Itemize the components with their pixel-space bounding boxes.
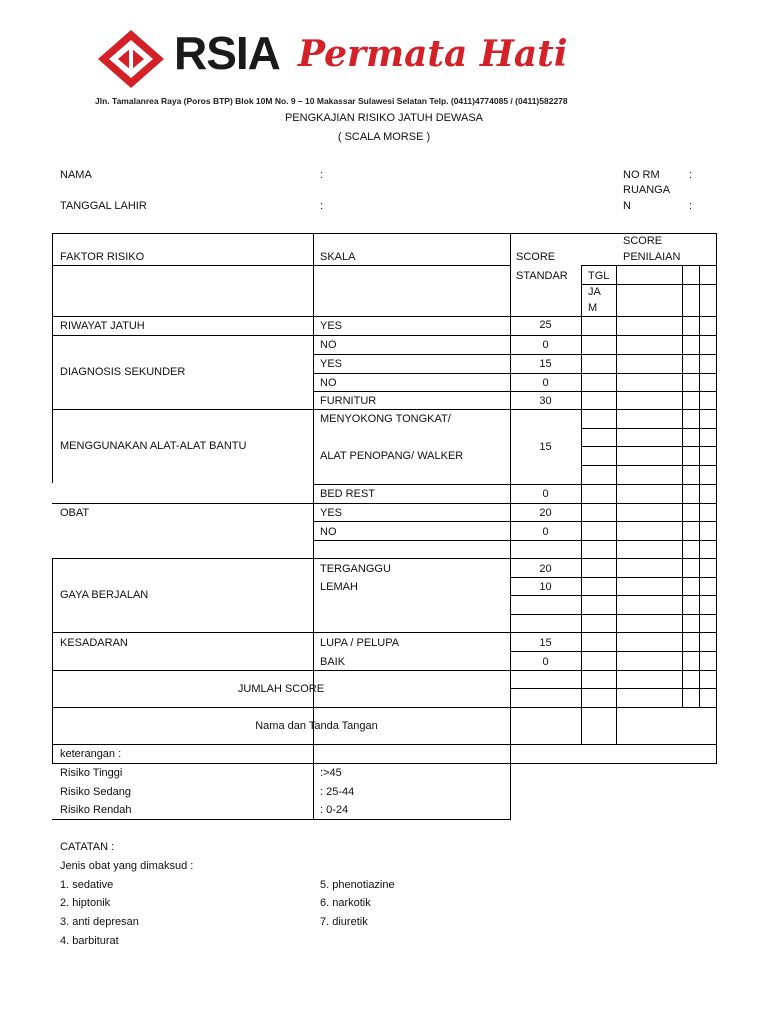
jumlah-score-label: JUMLAH SCORE xyxy=(237,683,325,695)
brand-name: RSIA xyxy=(174,27,280,79)
skala-item: NO xyxy=(320,339,337,351)
col-header-standar: STANDAR xyxy=(516,270,568,282)
obat-list-item: 3. anti depresan xyxy=(60,916,139,928)
score-value: 15 xyxy=(539,637,552,649)
ruangan-colon: : xyxy=(689,200,693,212)
skala-item: YES xyxy=(320,358,343,370)
faktor-diagnosis-sekunder: DIAGNOSIS SEKUNDER xyxy=(60,366,186,378)
obat-list-item: 5. phenotiazine xyxy=(320,879,395,891)
skala-item: FURNITUR xyxy=(320,395,377,407)
score-value: 0 xyxy=(542,526,549,538)
form-title: PENGKAJIAN RISIKO JATUH DEWASA xyxy=(284,112,484,124)
no-rm-colon: : xyxy=(689,169,693,181)
skala-item: YES xyxy=(320,320,343,332)
faktor-riwayat-jatuh: RIWAYAT JATUH xyxy=(60,320,145,332)
score-value: 25 xyxy=(539,319,552,331)
hospital-address: Jln. Tamalanrea Raya (Poros BTP) Blok 10M No. 9 – 10 Makassar Sulawesi Selatan Telp. (0411)4774085 / (0411)582278 xyxy=(95,96,568,106)
col-header-jam: JA xyxy=(588,286,601,298)
tanggal-lahir-label: TANGGAL LAHIR xyxy=(60,200,147,212)
catatan-title: CATATAN : xyxy=(60,841,115,853)
ruangan-label: RUANGA xyxy=(623,184,671,196)
risiko-rendah-value: : 0-24 xyxy=(320,804,349,816)
tanda-tangan-label: Nama dan Tanda Tangan xyxy=(255,720,378,732)
risiko-sedang-value: : 25-44 xyxy=(320,786,355,798)
form-subtitle: ( SCALA MORSE ) xyxy=(337,131,431,143)
skala-item: YES xyxy=(320,507,343,519)
col-header-jam-cont: M xyxy=(588,302,598,314)
col-header-penilaian: PENILAIAN xyxy=(623,251,681,263)
faktor-kesadaran: KESADARAN xyxy=(60,637,128,649)
obat-list-item: 2. hiptonik xyxy=(60,897,111,909)
obat-list-item: 7. diuretik xyxy=(320,916,368,928)
brand-subtitle: Permata Hati xyxy=(298,33,568,75)
skala-item: MENYOKONG TONGKAT/ xyxy=(320,413,451,425)
skala-item: ALAT PENOPANG/ WALKER xyxy=(320,450,464,462)
ruangan-label-cont: N xyxy=(623,200,631,212)
score-value: 10 xyxy=(539,581,552,593)
no-rm-label: NO RM xyxy=(623,169,660,181)
score-value: 15 xyxy=(539,358,552,370)
skala-item: LEMAH xyxy=(320,581,358,593)
skala-item: BED REST xyxy=(320,488,376,500)
col-header-skala: SKALA xyxy=(320,251,356,263)
obat-list-item: 1. sedative xyxy=(60,879,114,891)
skala-item: NO xyxy=(320,377,337,389)
col-header-faktor: FAKTOR RISIKO xyxy=(60,251,145,263)
obat-list-item: 6. narkotik xyxy=(320,897,371,909)
skala-item: BAIK xyxy=(320,656,346,668)
score-value: 30 xyxy=(539,395,552,407)
faktor-gaya-berjalan: GAYA BERJALAN xyxy=(60,589,149,601)
score-value: 20 xyxy=(539,507,552,519)
col-header-score: SCORE xyxy=(516,251,556,263)
faktor-obat: OBAT xyxy=(60,507,90,519)
score-value: 20 xyxy=(539,563,552,575)
risiko-tinggi-value: :>45 xyxy=(320,767,342,779)
keterangan-title: keterangan : xyxy=(60,748,122,760)
score-value: 0 xyxy=(542,339,549,351)
faktor-alat-bantu: MENGGUNAKAN ALAT-ALAT BANTU xyxy=(60,440,247,452)
col-header-score-penilaian: SCORE xyxy=(623,235,663,247)
risiko-sedang-label: Risiko Sedang xyxy=(60,786,131,798)
score-value: 0 xyxy=(542,488,549,500)
skala-item: NO xyxy=(320,526,337,538)
skala-item: LUPA / PELUPA xyxy=(320,637,400,649)
skala-item: TERGANGGU xyxy=(320,563,391,575)
nama-label: NAMA xyxy=(60,169,92,181)
score-value: 15 xyxy=(539,441,552,453)
score-value: 0 xyxy=(542,377,549,389)
tanggal-lahir-colon: : xyxy=(320,200,324,212)
col-header-tgl: TGL xyxy=(588,270,610,282)
catatan-subtitle: Jenis obat yang dimaksud : xyxy=(60,860,194,872)
score-value: 0 xyxy=(542,656,549,668)
nama-colon: : xyxy=(320,169,324,181)
risiko-rendah-label: Risiko Rendah xyxy=(60,804,132,816)
risiko-tinggi-label: Risiko Tinggi xyxy=(60,767,123,779)
obat-list-item: 4. barbiturat xyxy=(60,935,119,947)
